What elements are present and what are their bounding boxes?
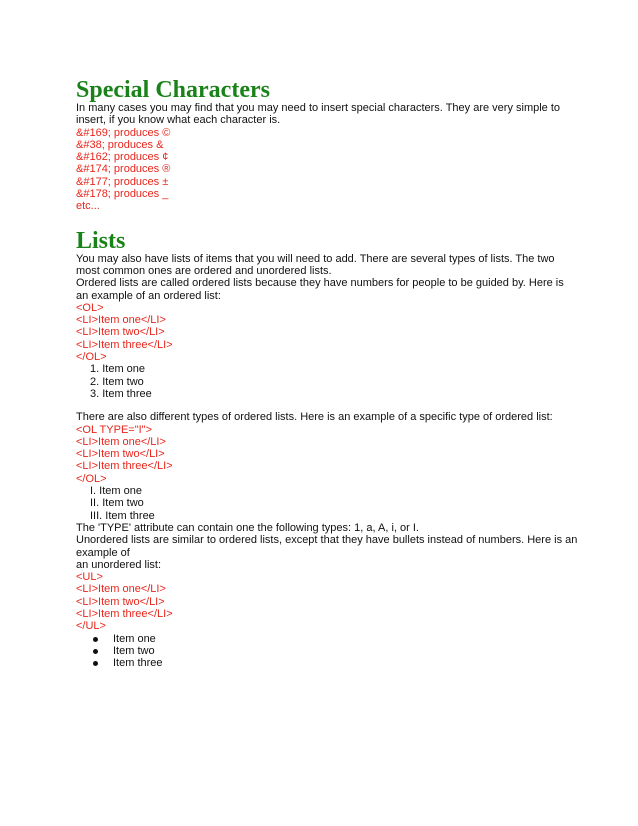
ol-code-line: <LI>Item three</LI> — [76, 338, 173, 351]
typed-ol-code-line: <LI>Item one</LI> — [76, 435, 166, 448]
document-page — [76, 78, 576, 669]
ul-code-line: <LI>Item two</LI> — [76, 595, 165, 608]
entity-example: &#38; produces & — [76, 138, 164, 151]
list-item-label: Item three — [113, 657, 163, 670]
typed-ol-code-line: </OL> — [76, 472, 107, 485]
bullet-icon — [93, 661, 98, 666]
unordered-list-example — [76, 633, 576, 670]
typed-ol-code-line: <LI>Item two</LI> — [76, 448, 165, 461]
ol-code-line: <OL> — [76, 301, 104, 314]
list-item — [76, 657, 576, 669]
list-item: III. Item three — [90, 509, 155, 522]
ordered-lists-intro: Ordered lists are called ordered lists because they have numbers for people to be guided by. Here is an example of an ordered list: — [76, 277, 564, 302]
list-item — [76, 645, 576, 657]
typed-ol-code-line: <LI>Item three</LI> — [76, 460, 173, 473]
ul-code-line: <LI>Item three</LI> — [76, 607, 173, 620]
list-item: II. Item two — [90, 497, 144, 510]
entity-example: &#174; produces ® — [76, 163, 171, 176]
ul-code-line: <UL> — [76, 571, 103, 584]
ol-code-line: </OL> — [76, 351, 107, 364]
roman-list-example — [76, 485, 576, 522]
ordered-list-example — [76, 363, 576, 400]
list-item: I. Item one — [90, 485, 142, 498]
ul-code-line: <LI>Item one</LI> — [76, 583, 166, 596]
entity-example-etc: etc... — [76, 200, 100, 213]
list-item: 1. Item one — [90, 363, 146, 376]
lists-intro: You may also have lists of items that you will need to add. There are several types of lists. The two most common ones are ordered and unordered lists. — [76, 252, 555, 277]
unordered-intro-line: Unordered lists are similar to ordered lists, except that they have bullets instead of numbers. Here is an — [76, 534, 578, 547]
list-item: 2. Item two — [90, 375, 144, 388]
ol-code-line: <LI>Item one</LI> — [76, 314, 166, 327]
ul-code-line: </UL> — [76, 620, 106, 633]
list-item — [76, 633, 576, 645]
list-item-label: Item two — [113, 644, 155, 657]
list-item: 3. Item three — [90, 387, 152, 400]
entity-example: &#177; produces ± — [76, 175, 169, 188]
unordered-intro-line: an unordered list: — [76, 558, 161, 571]
lists-heading: Lists — [76, 227, 126, 254]
typed-list-intro: There are also different types of ordered lists. Here is an example of a specific type of ordered list: — [76, 411, 553, 424]
typed-ol-code-line: <OL TYPE="I"> — [76, 423, 152, 436]
list-item-label: Item one — [113, 632, 156, 645]
unordered-intro-line: example of — [76, 546, 130, 559]
bullet-icon — [93, 649, 98, 654]
entity-example: &#162; produces ¢ — [76, 151, 169, 164]
entity-example: &#178; produces _ — [76, 188, 169, 201]
entity-example: &#169; produces © — [76, 126, 171, 139]
type-attribute-note: The 'TYPE' attribute can contain one the following types: 1, a, A, i, or I. — [76, 521, 419, 534]
special-characters-heading: Special Characters — [76, 77, 270, 103]
special-characters-intro: In many cases you may find that you may need to insert special characters. They are very simple to insert, if you know what each character is. — [76, 102, 561, 127]
bullet-icon — [93, 637, 98, 642]
ol-code-line: <LI>Item two</LI> — [76, 326, 165, 339]
